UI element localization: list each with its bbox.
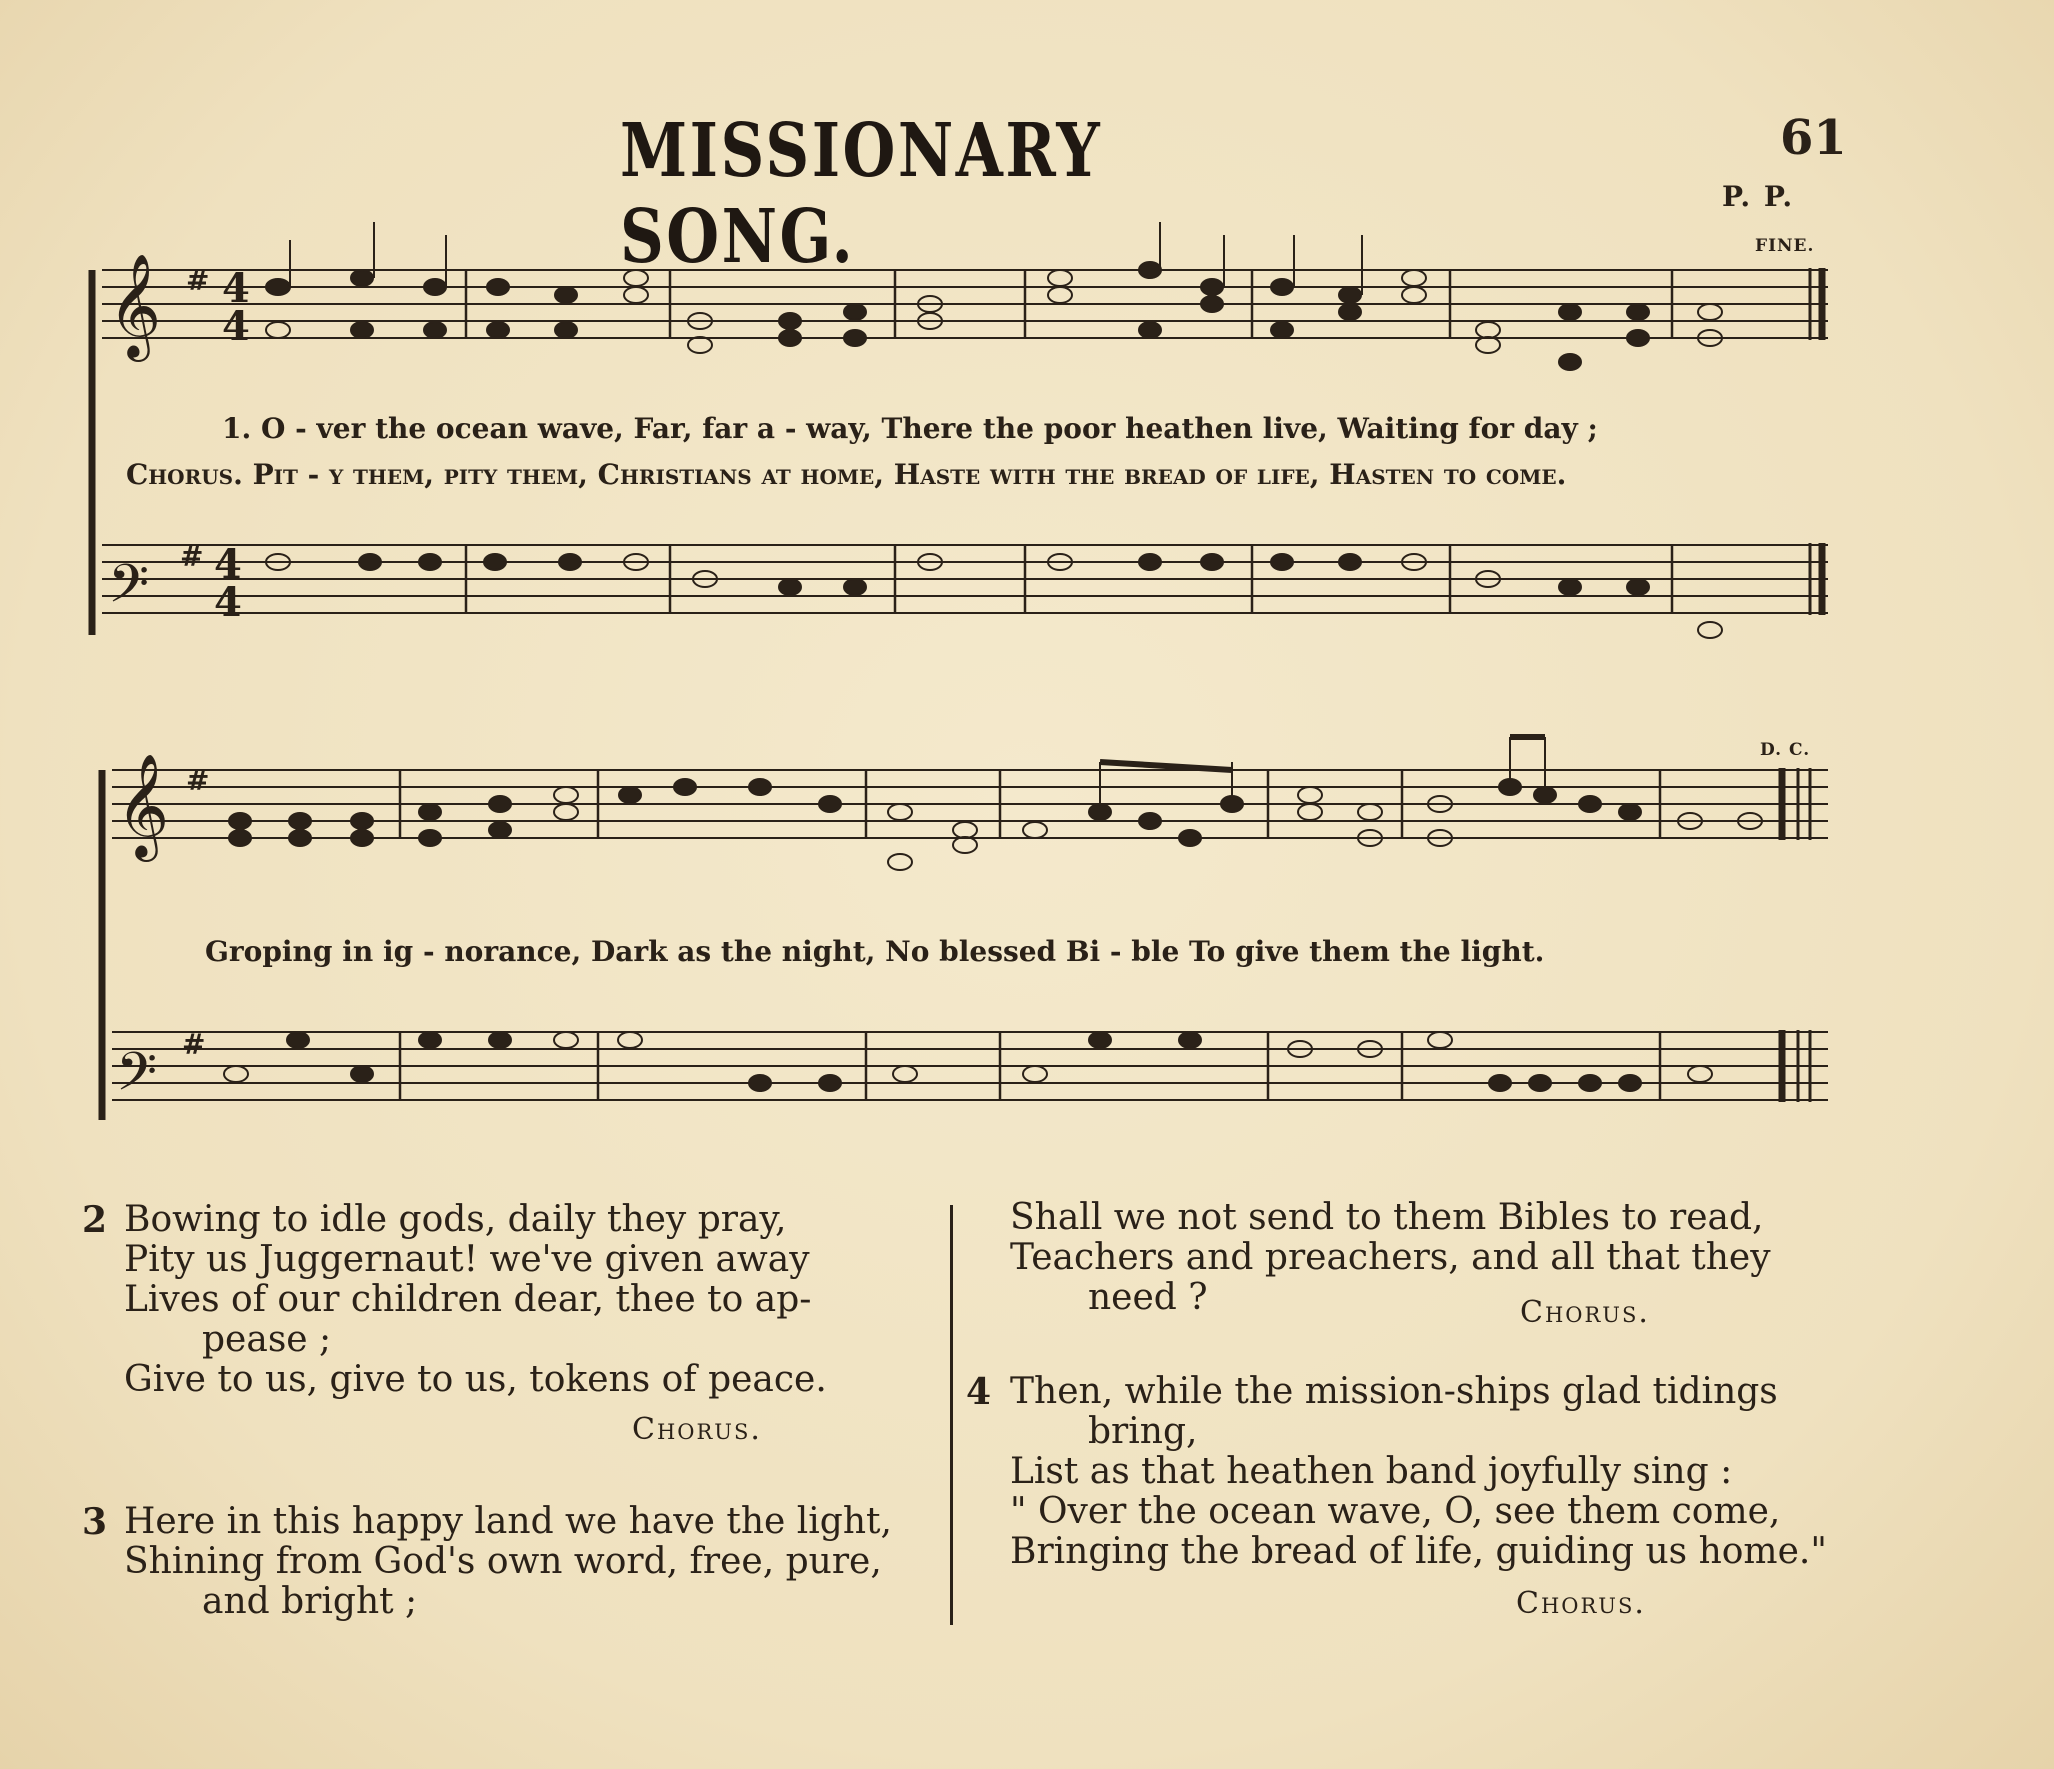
- chorus-tag: Chorus.: [1516, 1586, 1646, 1621]
- dc-marker: D. C.: [1760, 740, 1811, 760]
- verse-line: Bowing to idle gods, daily they pray,: [124, 1199, 787, 1240]
- verse-line: " Over the ocean wave, O, see them come,: [1010, 1491, 1781, 1532]
- chorus-tag: Chorus.: [1520, 1295, 1650, 1330]
- column-divider: [950, 1205, 953, 1625]
- svg-text:#: #: [182, 1028, 206, 1061]
- bass-clef-2: 𝄢: [116, 1042, 158, 1116]
- verse-line: Shall we not send to them Bibles to read,: [1010, 1197, 1764, 1238]
- bass-staff-2: [112, 1032, 1828, 1100]
- verse-3: [82, 1502, 892, 1622]
- verse-3-continued: [1010, 1198, 1771, 1318]
- verse-line: Then, while the mission-ships glad tidings: [1010, 1371, 1778, 1412]
- svg-text:4: 4: [222, 303, 250, 350]
- svg-text:#: #: [186, 764, 210, 797]
- page-number: 61: [1780, 110, 1847, 166]
- verse-line: Bringing the bread of life, guiding us home.": [1010, 1531, 1827, 1572]
- fine-marker: FINE.: [1755, 236, 1815, 256]
- treble-clef-2: 𝄞: [116, 753, 170, 858]
- svg-text:4: 4: [222, 265, 250, 312]
- verse-line: and bright ;: [202, 1581, 418, 1622]
- svg-text:4: 4: [214, 579, 242, 626]
- svg-text:4: 4: [214, 541, 242, 588]
- svg-text:#: #: [180, 540, 204, 573]
- verse-line: List as that heathen band joyfully sing :: [1010, 1451, 1733, 1492]
- verse-number: 2: [82, 1199, 108, 1241]
- verse-line: pease ;: [202, 1319, 332, 1360]
- chorus-tag: Chorus.: [632, 1412, 762, 1447]
- verse-line: bring,: [1088, 1411, 1198, 1452]
- song-title: MISSIONARY SONG.: [620, 108, 1103, 280]
- verse-line: Here in this happy land we have the light,: [124, 1501, 892, 1542]
- verse-line: Pity us Juggernaut! we've given away: [124, 1239, 810, 1280]
- verse-number: 3: [82, 1501, 108, 1543]
- treble-clef-1: 𝄞: [108, 253, 162, 358]
- verse-2: [82, 1200, 827, 1400]
- verse-line: Give to us, give to us, tokens of peace.: [124, 1359, 827, 1400]
- verse-line: Lives of our children dear, thee to ap-: [124, 1279, 812, 1320]
- verse-line: Shining from God's own word, free, pure,: [124, 1541, 882, 1582]
- lyrics-chorus: Chorus. Pit - y them, pity them, Christians at home, Haste with the bread of life, Hasten to come.: [126, 458, 1567, 491]
- lyrics-verse-1: 1. O - ver the ocean wave, Far, far a - way, There the poor heathen live, Waiting for day ;: [222, 412, 1598, 445]
- svg-text:#: #: [186, 264, 210, 297]
- lyrics-system-2: Groping in ig - norance, Dark as the night, No blessed Bi - ble To give them the light.: [205, 935, 1545, 968]
- bass-clef-1: 𝄢: [108, 554, 150, 628]
- verse-line: Teachers and preachers, and all that they: [1010, 1237, 1771, 1278]
- composer-initials: P. P.: [1722, 180, 1795, 213]
- verse-number: 4: [966, 1371, 992, 1413]
- verse-4: [966, 1372, 1827, 1572]
- verse-line: need ?: [1088, 1277, 1208, 1318]
